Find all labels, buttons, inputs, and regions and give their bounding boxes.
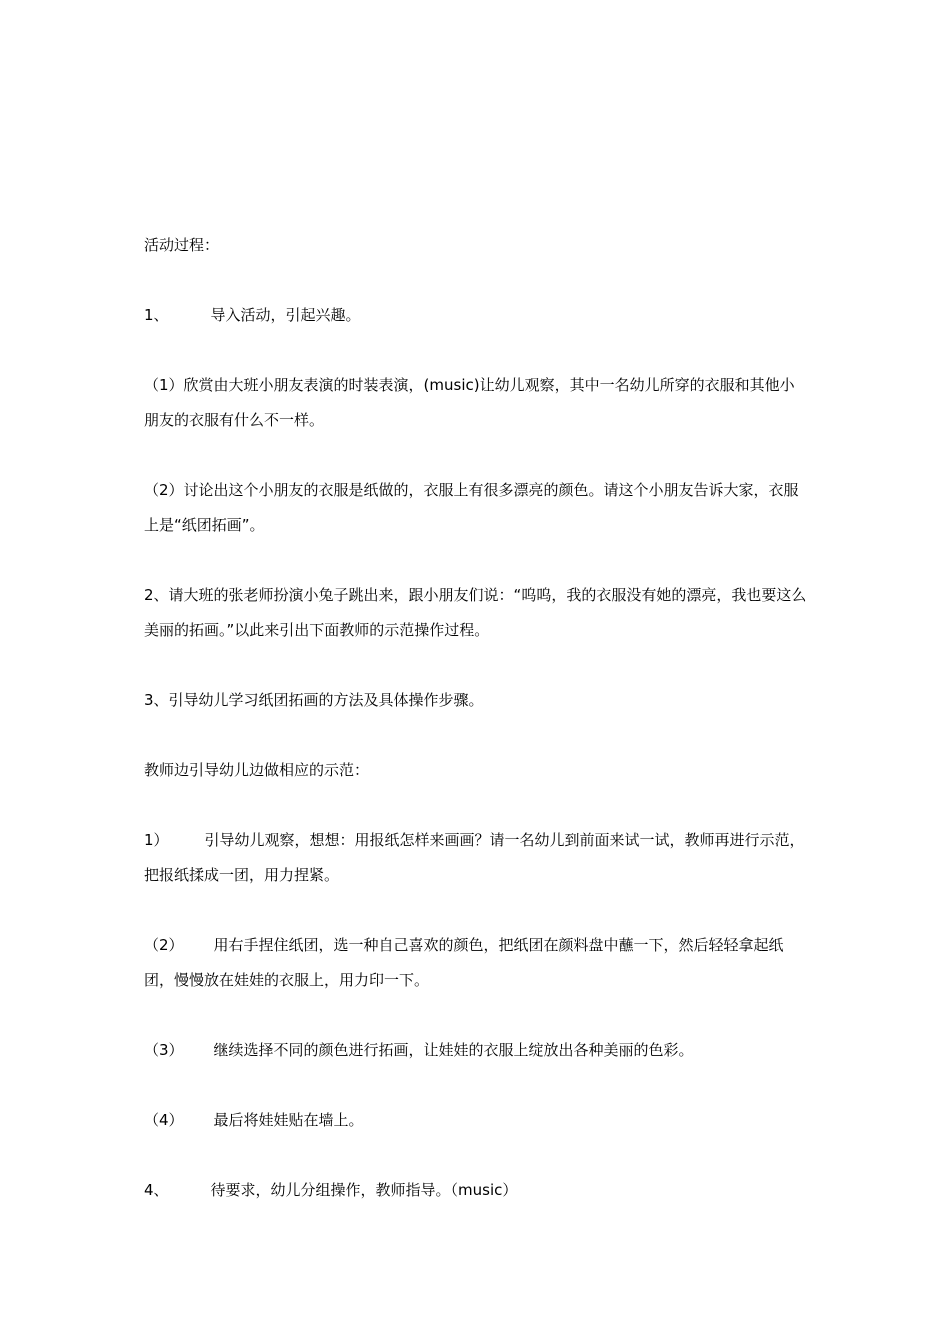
- paragraph-1-1-text: （1）欣赏由大班小朋友表演的时装表演，(music)让幼儿观察，其中一名幼儿所穿的衣服和其他小朋友的衣服有什么不一样。: [144, 376, 795, 429]
- paragraph-1-1: [144, 368, 808, 438]
- section-1: [144, 298, 808, 333]
- paragraph-1-2-text: （2）讨论出这个小朋友的衣服是纸做的，衣服上有很多漂亮的颜色。请这个小朋友告诉大家，衣服上是“纸团拓画”。: [144, 481, 799, 534]
- section-3: [144, 683, 808, 718]
- step-3-text: 继续选择不同的颜色进行拓画，让娃娃的衣服上绽放出各种美丽的色彩。: [213, 1041, 694, 1059]
- step-2-text: 用右手捏住纸团，选一种自己喜欢的颜色，把纸团在颜料盘中蘸一下，然后轻轻拿起纸团，慢慢放在娃娃的衣服上，用力印一下。: [144, 936, 784, 989]
- step-4: [144, 1103, 808, 1138]
- section-2-text: 2、请大班的张老师扮演小兔子跳出来，跟小朋友们说：“呜呜，我的衣服没有她的漂亮，我也要这么美丽的拓画。”以此来引出下面教师的示范操作过程。: [144, 586, 807, 639]
- step-2-number: （2）: [144, 936, 184, 954]
- document-body: [144, 228, 808, 1243]
- section-1-text: 导入活动，引起兴趣。: [210, 306, 361, 324]
- step-2: [144, 928, 808, 998]
- step-1-text: 引导幼儿观察，想想：用报纸怎样来画画？请一名幼儿到前面来试一试，教师再进行示范，把报纸揉成一团，用力捏紧。: [144, 831, 805, 884]
- step-3: [144, 1033, 808, 1068]
- section-4-number: 4、: [144, 1181, 169, 1199]
- step-3-number: （3）: [144, 1041, 184, 1059]
- step-1-number: 1）: [144, 831, 169, 849]
- teacher-demo-text: 教师边引导幼儿边做相应的示范：: [144, 761, 370, 779]
- section-3-text: 3、引导幼儿学习纸团拓画的方法及具体操作步骤。: [144, 691, 484, 709]
- heading-text: 活动过程：: [144, 236, 220, 254]
- step-4-number: （4）: [144, 1111, 184, 1129]
- paragraph-1-2: [144, 473, 808, 543]
- section-4-text: 待要求，幼儿分组操作，教师指导。（music）: [210, 1181, 518, 1199]
- section-heading: [144, 228, 808, 263]
- section-1-number: 1、: [144, 306, 169, 324]
- teacher-demo-line: [144, 753, 808, 788]
- step-4-text: 最后将娃娃贴在墙上。: [213, 1111, 364, 1129]
- section-2: [144, 578, 808, 648]
- step-1: [144, 823, 808, 893]
- section-4: [144, 1173, 808, 1208]
